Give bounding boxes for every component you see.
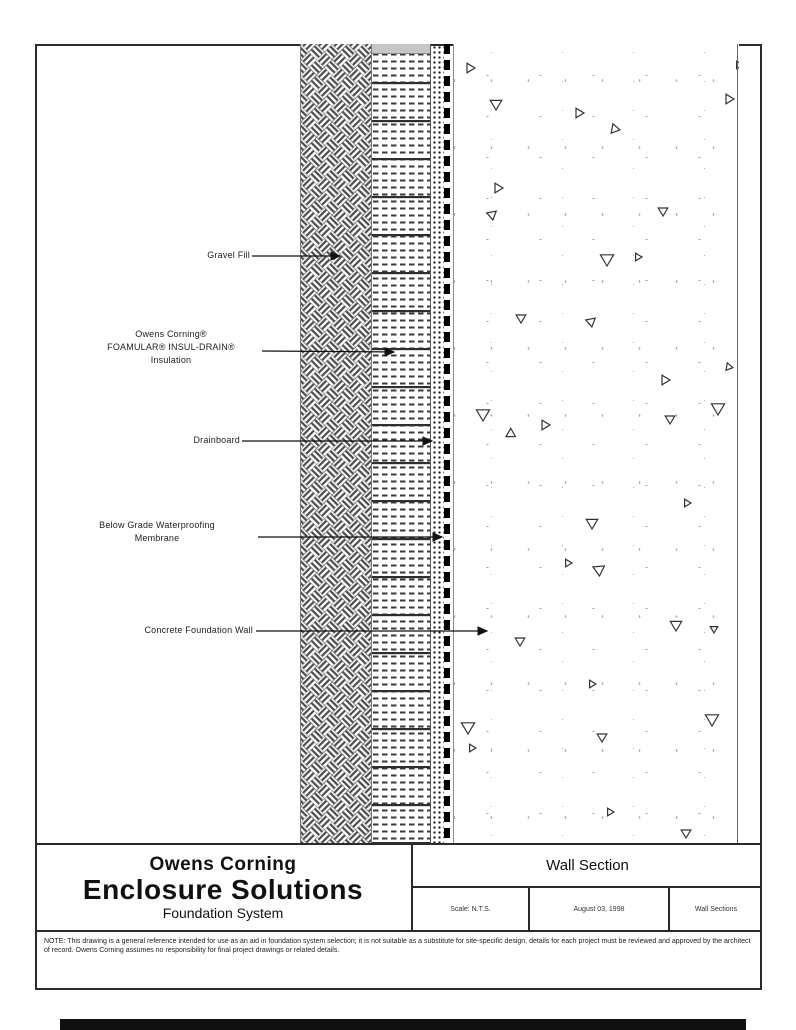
label-drainboard [105,434,240,447]
drawing-title: Wall Section [413,845,762,888]
label-text: Gravel Fill [207,250,250,260]
info-cell-date: August 03, 1998 [528,888,668,930]
label-insulation [82,328,260,367]
info-cell-scale: Scale: N.T.S. [450,905,491,913]
note-box [35,930,762,990]
brand-name: Enclosure Solutions [82,874,364,905]
scan-edge-bar [60,1019,746,1030]
title-block-company-cell [35,845,413,930]
insulation-top-cap [372,44,430,54]
label-text-line2: FOAMULAR® INSUL-DRAIN® [107,342,235,352]
label-text-line2: Membrane [134,533,180,543]
label-text-line1: Owens Corning® [135,329,207,339]
info-cell-sheet: Wall Sections [668,888,762,930]
gravel-fill-layer [300,44,372,843]
wall-inner-face-line [737,44,738,843]
concrete-layer [454,44,739,843]
disclaimer-note: NOTE: This drawing is a general reference intended for use as an aid in foundation system selection; it is not suitable as a substitute for site-specific design, details for each project must be reviewed and approved by the architect of record. Owens Corning assumes no responsibility for final project drawings or related details. [44,938,751,954]
label-text: Drainboard [193,435,240,445]
company-name: Owens Corning [149,854,297,875]
aggregate-triangle-symbols [454,44,739,843]
label-text-line3: Insulation [150,355,192,365]
title-block-right [413,845,762,930]
label-concrete-foundation-wall [88,624,253,637]
title-block-info-row [413,888,762,930]
insulation-board-layer [372,44,430,843]
label-text-line1: Below Grade Waterproofing [99,520,215,530]
system-subtitle: Foundation System [162,905,284,921]
label-waterproofing-membrane [58,519,256,545]
label-gravel-fill [120,249,250,262]
label-text: Concrete Foundation Wall [144,625,253,635]
drainboard-layer [430,44,444,843]
title-block [35,843,762,930]
waterproofing-membrane-layer [444,44,450,843]
